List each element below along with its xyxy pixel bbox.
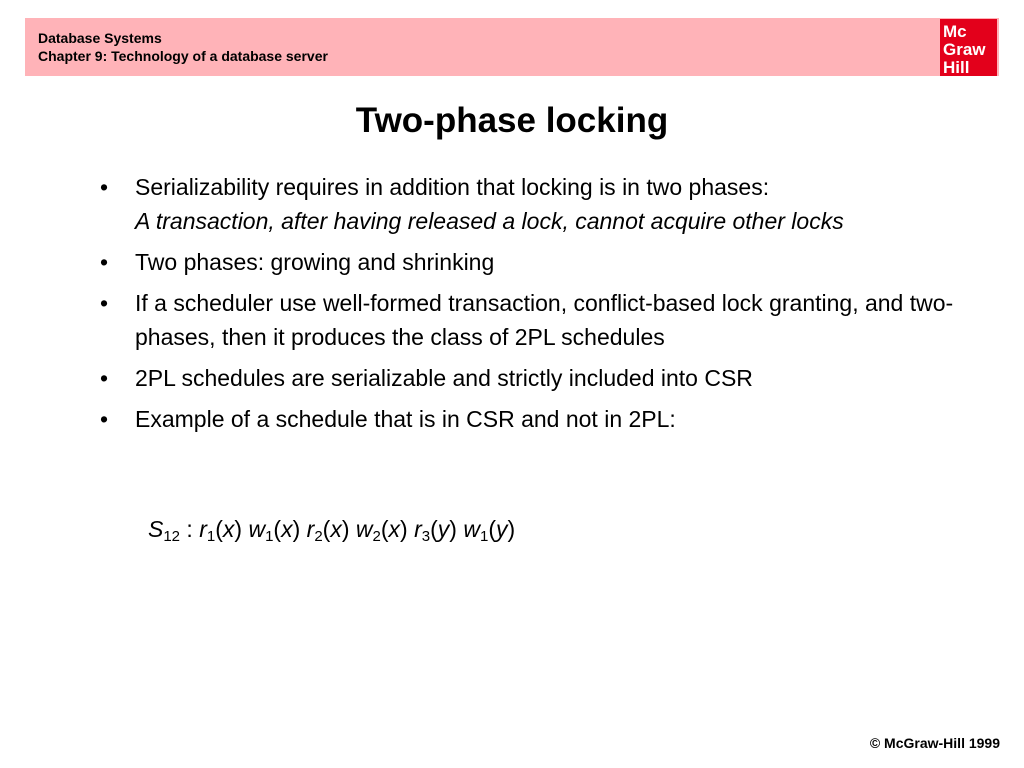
- schedule-separator: :: [186, 516, 193, 542]
- bullet-text: Example of a schedule that is in CSR and not in 2PL:: [135, 406, 676, 432]
- bullet-emphasis: A transaction, after having released a lock, cannot acquire other locks: [135, 208, 844, 234]
- header-text: [38, 29, 328, 65]
- schedule-operation: $r_1(x)$: [199, 516, 243, 545]
- bullet-item: [100, 245, 960, 279]
- logo-line-3: Hill: [943, 58, 970, 76]
- bullet-text: Two phases: growing and shrinking: [135, 249, 495, 275]
- schedule-operation: $w_1(x)$: [248, 516, 301, 545]
- bullet-item: [100, 402, 960, 436]
- operation-item: x: [222, 516, 235, 542]
- schedule-operation: $w_1(y)$: [463, 516, 516, 545]
- bullet-item: [100, 170, 960, 238]
- operation-item: x: [281, 516, 293, 542]
- bullet-list: [100, 170, 960, 443]
- mcgraw-hill-logo: [940, 19, 997, 76]
- schedule-operation: $r_2(x)$: [306, 516, 350, 545]
- operation-transaction: 2: [372, 528, 381, 545]
- operation-type: w: [463, 516, 480, 542]
- bullet-marker: •: [100, 174, 109, 200]
- operation-transaction: 1: [265, 528, 274, 545]
- operation-type: r: [199, 516, 207, 542]
- course-title: Database Systems: [38, 30, 162, 46]
- schedule-example: [148, 512, 515, 546]
- operation-type: w: [248, 516, 266, 542]
- operation-transaction: 3: [421, 528, 431, 545]
- operation-type: r: [414, 516, 422, 542]
- operation-transaction: 2: [314, 528, 323, 545]
- operation-item: y: [496, 516, 508, 542]
- slide-title: Two-phase locking: [355, 101, 669, 140]
- header-band: [25, 18, 999, 76]
- operation-type: w: [355, 516, 373, 542]
- chapter-title: Chapter 9: Technology of a database server: [38, 48, 328, 64]
- logo-line-2: Graw: [943, 40, 986, 59]
- operation-item: x: [388, 516, 401, 542]
- schedule-name-sub: 12: [163, 528, 181, 545]
- bullet-marker: •: [100, 290, 109, 316]
- bullet-text: If a scheduler use well-formed transaction, conflict-based lock granting, and two-phases, then it produces the class of 2PL schedules: [135, 290, 954, 350]
- operation-transaction: 1: [206, 528, 216, 545]
- schedule-name: S: [148, 516, 164, 542]
- operation-type: r: [306, 516, 315, 542]
- bullet-item: [100, 361, 960, 395]
- bullet-marker: •: [100, 406, 109, 432]
- bullet-text: 2PL schedules are serializable and strictly included into CSR: [135, 365, 753, 391]
- copyright: © McGraw-Hill 1999: [869, 735, 1000, 751]
- bullet-marker: •: [100, 249, 109, 275]
- schedule-operation: $w_2(x)$: [355, 516, 408, 545]
- operation-item: x: [330, 516, 342, 542]
- logo-line-1: Mc: [943, 22, 967, 41]
- operation-item: y: [437, 516, 450, 542]
- bullet-marker: •: [100, 365, 109, 391]
- schedule-operation: $r_3(y)$: [414, 516, 457, 545]
- bullet-item: [100, 286, 960, 354]
- bullet-text: Serializability requires in addition that locking is in two phases:: [135, 174, 770, 200]
- operation-transaction: 1: [479, 528, 489, 545]
